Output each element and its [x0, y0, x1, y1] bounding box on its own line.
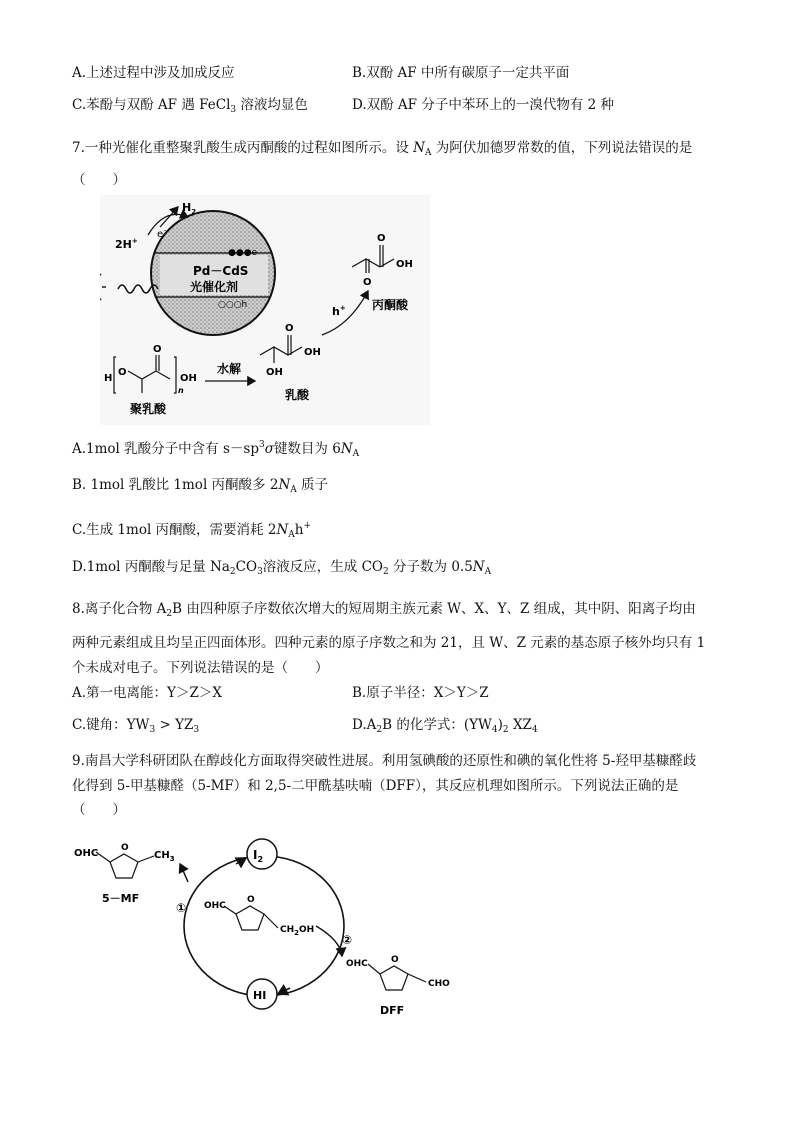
svg-text:H: H: [104, 373, 113, 384]
svg-text:CH2OH: $CH_2OH$: [280, 925, 315, 937]
pyruvic-label: 丙酮酸: [372, 298, 409, 312]
q9-blank: （ ）: [72, 802, 126, 818]
q8-stem-line3: 个未成对电子。下列说法错误的是（ ）: [72, 660, 329, 676]
svg-text:OH: OH: [180, 373, 197, 384]
svg-text:OH: OH: [304, 347, 321, 358]
hole-label: h+: [332, 304, 346, 318]
q7-blank: （ ）: [72, 172, 126, 188]
svg-text:O: O: [363, 277, 372, 288]
q9-stem-line1: 9.南昌大学科研团队在醇歧化方面取得突破性进展。利用氢碘酸的还原性和碘的氧化性将 5-羟甲基糠醛歧: [72, 753, 697, 769]
svg-text:O: O: [247, 895, 255, 905]
catalyst-name: Pd－CdS: [193, 264, 249, 278]
q7-option-a: A.1mol 乳酸分子中含有 $s-sp^3\sigma$键数目为 $6N_A$: [72, 440, 360, 459]
h2-label: $H_2$: [182, 201, 197, 216]
catalyst-label: 光催化剂: [190, 280, 239, 294]
svg-text:OHC: OHC: [74, 848, 99, 859]
lactic-label: 乳酸: [285, 388, 310, 402]
dff-label: DFF: [380, 1004, 405, 1017]
q9-stem-line2: 化得到 5-甲基糠醛（5-MF）和 2,5-二甲酰基呋喃（DFF），其反应机理如图所示。下列说法正确的是: [72, 778, 679, 794]
q6-option-b: B.双酚 AF 中所有碳原子一定共平面: [352, 65, 570, 81]
electron-label: e−: [157, 227, 170, 240]
hi-label: HI: [253, 989, 267, 1002]
q7-option-d: D.1mol 丙酮酸与足量 $Na_2CO_3$溶液反应，生成 $CO_2$ 分子数为 $0.5N_A$: [72, 559, 492, 577]
5mf-label: 5－MF: [102, 892, 140, 905]
q8-stem-line2: 两种元素组成且均呈正四面体形。四种元素的原子序数之和为 21，且 W、Z 元素的基态原子核外均只有 1: [72, 635, 706, 651]
q8-stem-line1: 8.离子化合物 $A_2B$ 由四种原子序数依次增大的短周期主族元素 W、X、Y、Z 组成，其中阴、阳离子均由: [72, 601, 696, 619]
dff-structure: [346, 955, 450, 1017]
polymer-label: 聚乳酸: [130, 402, 167, 416]
q7-stem: 7.一种光催化重整聚乳酸生成丙酮酸的过程如图所示。设 $N_A$ 为阿伏加德罗常数的值，下列说法错误的是: [72, 140, 693, 158]
svg-text:OH: OH: [266, 367, 283, 378]
q6-option-c: C.苯酚与双酚 AF 遇 FeCl$_3$ 溶液均显色: [72, 97, 308, 115]
i2-label: $I_2$: [253, 848, 264, 864]
q8-option-c: C.键角：$YW_3 > YZ_3$: [72, 717, 200, 735]
svg-text:OHC: OHC: [346, 959, 368, 969]
svg-text:O: O: [391, 955, 399, 965]
svg-text:CH3: $CH_3$: [154, 850, 175, 863]
step-1-marker: ①: [176, 901, 187, 915]
step-2-marker: ②: [342, 933, 353, 947]
svg-text:O: O: [377, 233, 386, 244]
q7-option-b: B. 1mol 乳酸比 1mol 丙酮酸多 $2N_A$ 质子: [72, 477, 329, 495]
q6-option-a: A.上述过程中涉及加成反应: [72, 65, 235, 81]
q9-mechanism-figure: [70, 828, 470, 1024]
hmf-structure: [204, 895, 314, 937]
q7-option-c: C.生成 1mol 丙酮酸，需要消耗 $2N_Ah^+$: [72, 521, 312, 540]
svg-text:O: O: [118, 367, 127, 378]
i2-node: [247, 839, 277, 869]
svg-text:OHC: OHC: [204, 901, 226, 911]
q8-option-d: $D.A_2B$ 的化学式：$(YW_4)_2$ $XZ_4$: [352, 717, 538, 735]
hydrolysis-label: 水解: [217, 362, 242, 376]
q7-photocatalysis-figure: [100, 195, 430, 425]
svg-text:OH: OH: [396, 259, 413, 270]
q8-option-a: A.第一电离能：Y＞Z＞X: [72, 685, 222, 701]
svg-text:O: O: [121, 843, 129, 853]
svg-text:CHO: CHO: [428, 979, 450, 989]
q6-option-d: D.双酚 AF 分子中苯环上的一溴代物有 2 种: [352, 97, 615, 113]
q8-option-b: B.原子半径：X＞Y＞Z: [352, 685, 489, 701]
svg-text:O: O: [153, 344, 162, 355]
5mf-structure: [74, 843, 175, 905]
hole-dots: ○○○h: [218, 300, 248, 310]
electron-dots: ●●●e: [228, 248, 258, 258]
svg-text:O: O: [285, 323, 294, 334]
two-h-plus-label: 2H+: [115, 237, 138, 251]
svg-text:n: n: [178, 386, 184, 395]
